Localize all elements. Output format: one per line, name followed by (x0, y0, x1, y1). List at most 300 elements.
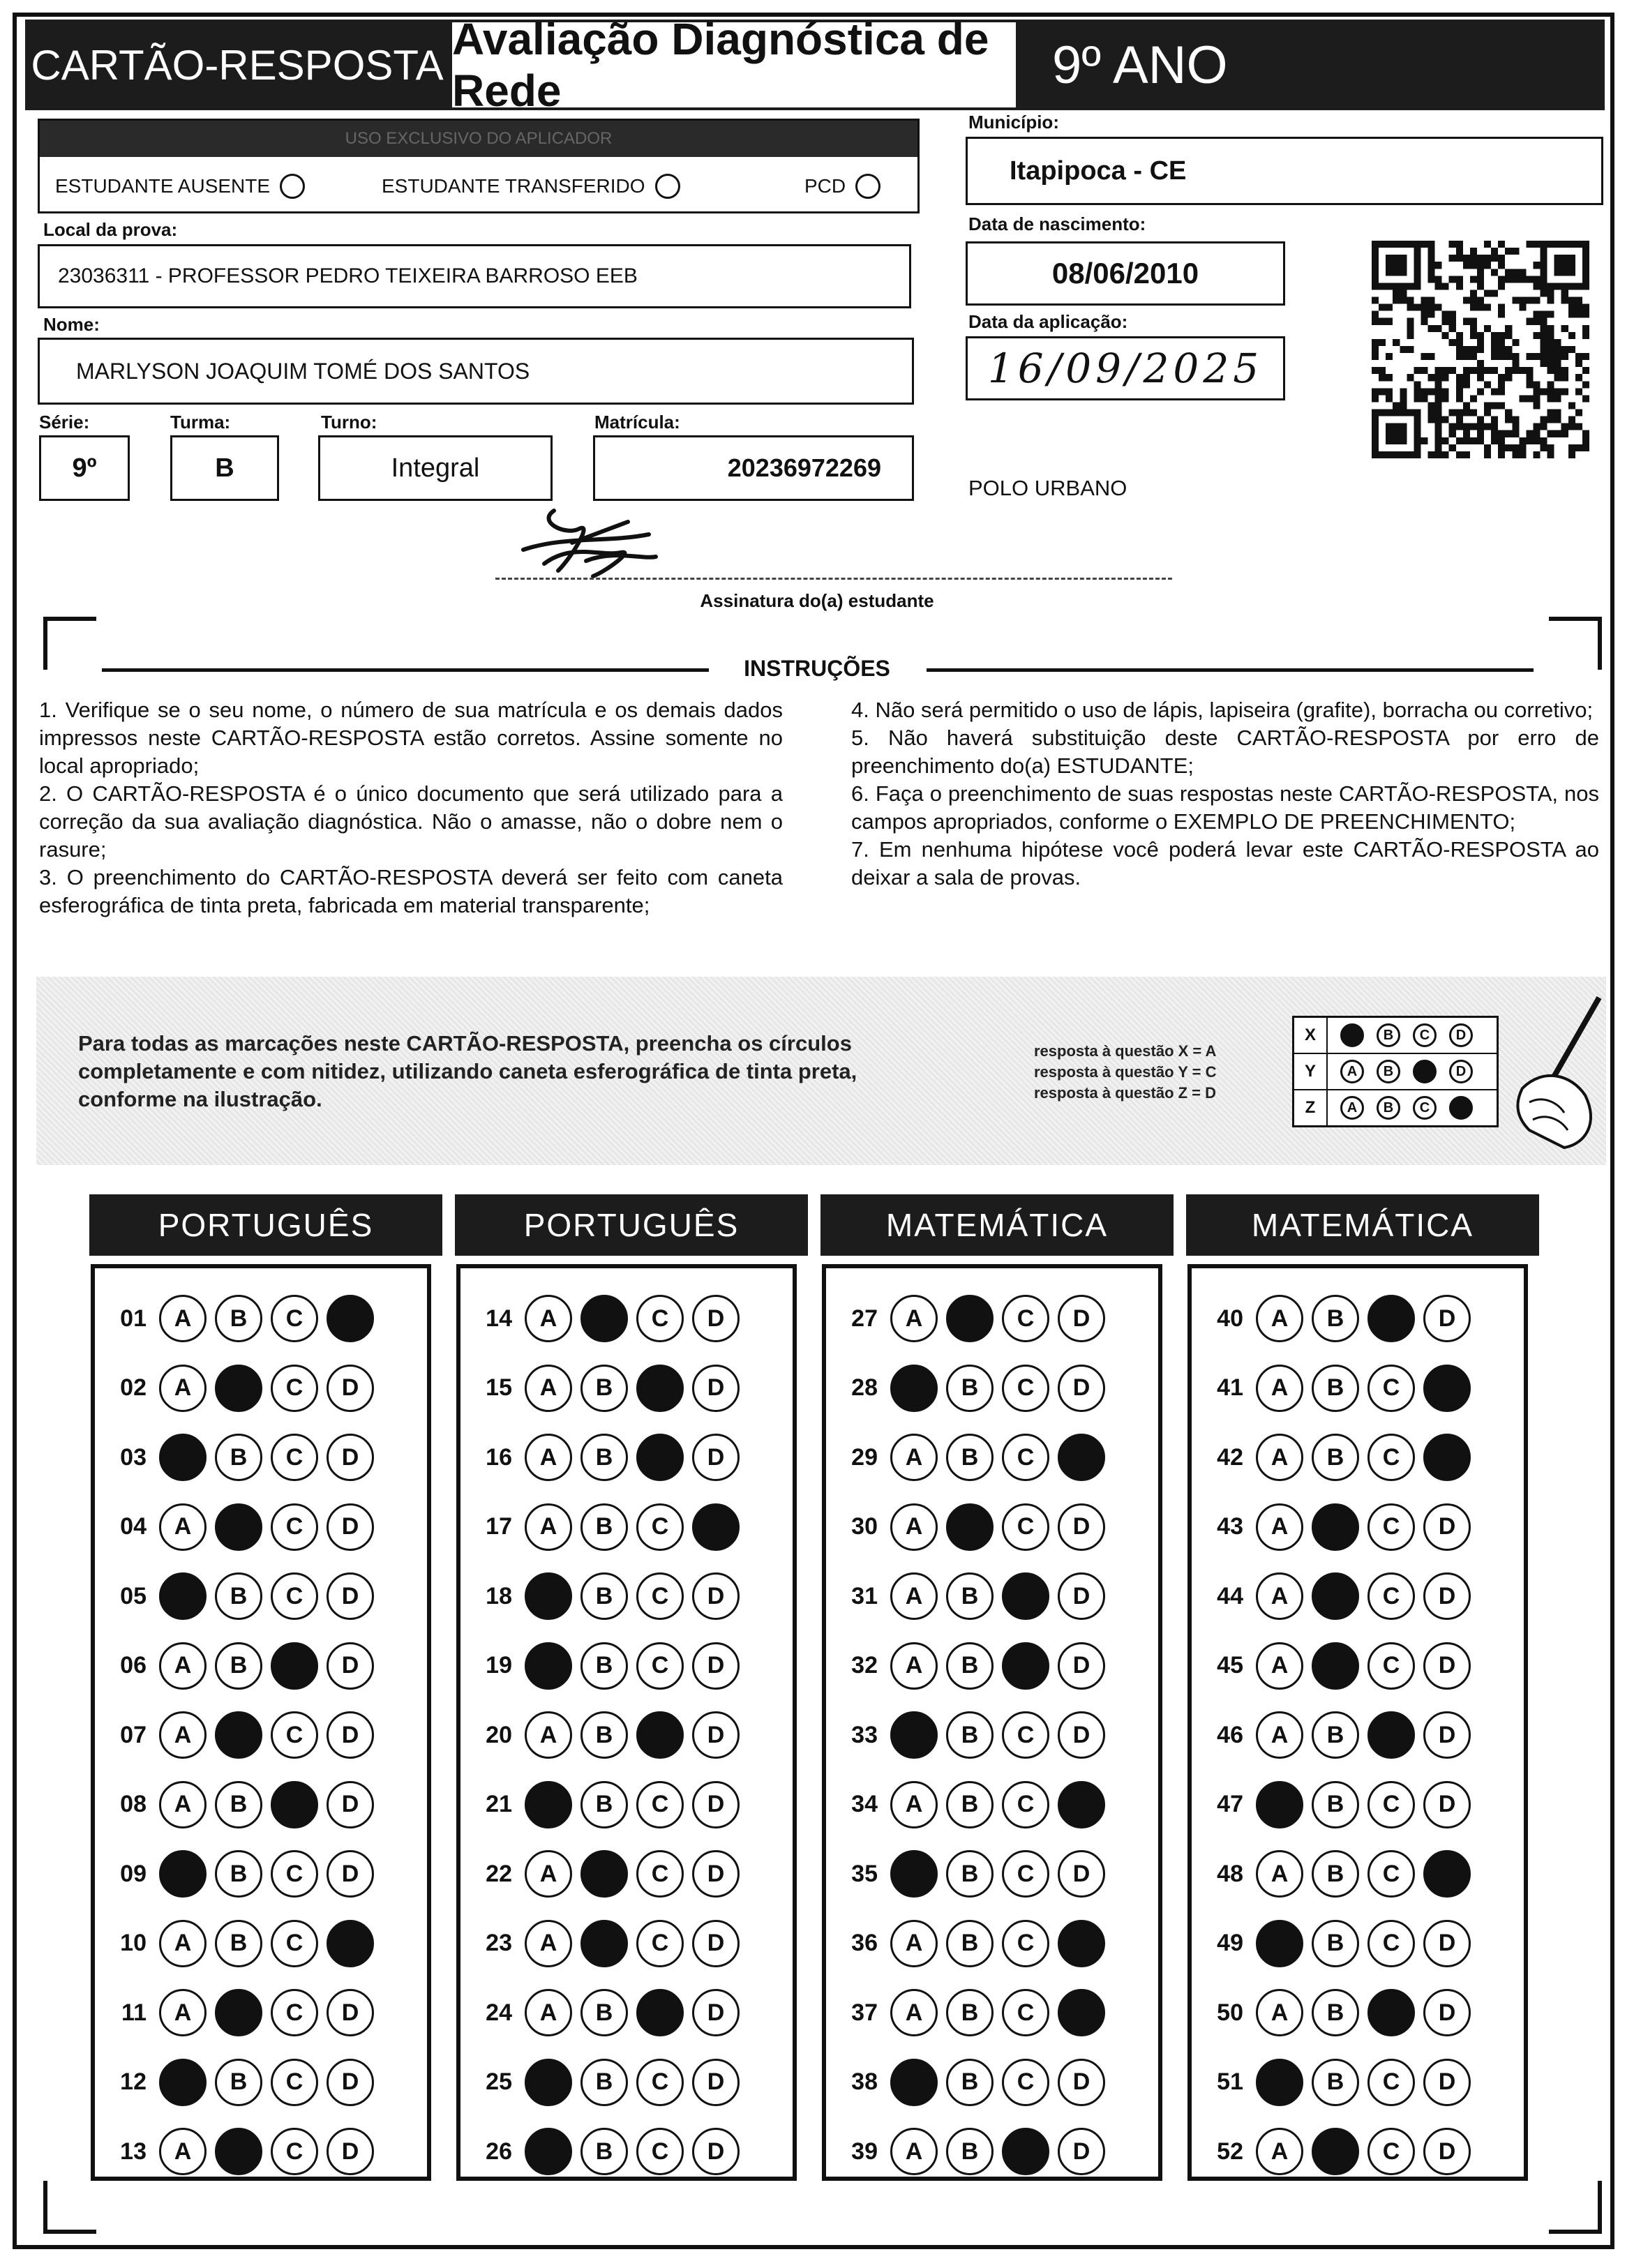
question-row (1192, 1291, 1524, 1346)
answer-bubble-d[interactable]: D (327, 1711, 374, 1759)
answer-bubble-a[interactable]: A (890, 2059, 938, 2106)
answer-bubble-c[interactable]: C (1367, 1434, 1415, 1481)
nascimento-field (966, 241, 1285, 306)
answer-bubble-a[interactable]: A (159, 1503, 207, 1551)
answer-bubble-b[interactable]: B (1312, 1711, 1359, 1759)
answer-bubble-c[interactable]: C (271, 2128, 318, 2175)
answer-bubble-c[interactable]: C (1367, 1989, 1415, 2036)
answer-bubble-a[interactable]: A (159, 1850, 207, 1898)
answer-bubble-d[interactable]: D (1058, 1295, 1105, 1342)
answer-bubble-a[interactable]: A (159, 1295, 207, 1342)
answer-bubble-b[interactable]: B (946, 1572, 994, 1620)
question-row (1192, 1916, 1524, 1972)
answer-bubble-c[interactable]: C (271, 1850, 318, 1898)
answer-bubble-a[interactable]: A (890, 1434, 938, 1481)
answer-bubble-d[interactable]: D (1423, 2059, 1471, 2106)
answer-bubble-b[interactable]: B (580, 1711, 628, 1759)
signature-line (495, 578, 1172, 580)
question-number: 36 (851, 1930, 878, 1956)
answer-bubble-d[interactable]: D (692, 1781, 740, 1828)
question-number: 10 (120, 1930, 147, 1956)
answer-bubble-b[interactable]: B (946, 1295, 994, 1342)
answer-bubble-c[interactable]: C (271, 1503, 318, 1551)
answer-bubble-a[interactable]: A (1256, 1989, 1303, 2036)
answer-column (456, 1264, 797, 2181)
answer-bubble-b[interactable]: B (1312, 1989, 1359, 2036)
answer-bubble-d[interactable]: D (1423, 1850, 1471, 1898)
answer-bubble-c[interactable]: C (271, 1781, 318, 1828)
answer-bubble-d[interactable]: D (1423, 1503, 1471, 1551)
turma-field (170, 435, 279, 501)
answer-bubble-a[interactable]: A (159, 1642, 207, 1690)
transferred-option[interactable] (382, 174, 680, 199)
answer-bubble-b[interactable]: B (946, 1434, 994, 1481)
student-signature (481, 494, 677, 592)
answer-bubble-a[interactable]: A (159, 1572, 207, 1620)
answer-bubble-b[interactable]: B (946, 1920, 994, 1967)
answer-bubble-c[interactable]: C (1002, 1920, 1049, 1967)
question-row (460, 1499, 793, 1555)
absent-checkbox[interactable] (280, 174, 305, 199)
subject-header: MATEMÁTICA (820, 1194, 1174, 1256)
answer-bubble-d[interactable]: D (1058, 1920, 1105, 1967)
answer-bubble-a[interactable]: A (890, 1365, 938, 1412)
answer-bubble-d[interactable]: D (692, 1850, 740, 1898)
instruction-item: 6. Faça o preenchimento de suas respostas neste CARTÃO-RESPOSTA, nos campos apropriados, conforme o EXEMPLO DE PREENCHIMENTO; (851, 781, 1599, 834)
question-row (95, 1985, 427, 2041)
name-label: Nome: (43, 314, 100, 335)
answer-bubble-c[interactable]: C (1002, 2059, 1049, 2106)
answer-bubble-c[interactable]: C (636, 1711, 684, 1759)
answer-bubble-a[interactable]: A (525, 1989, 572, 2036)
answer-bubble-a[interactable]: A (890, 1642, 938, 1690)
question-row (95, 1360, 427, 1416)
answer-bubble-a[interactable]: A (525, 1365, 572, 1412)
answer-bubble-a[interactable]: A (1256, 1503, 1303, 1551)
answer-bubble-b[interactable]: B (946, 1642, 994, 1690)
question-number: 28 (851, 1374, 878, 1401)
question-number: 40 (1217, 1305, 1243, 1332)
example-grid (1292, 1016, 1499, 1127)
answer-bubble-a[interactable]: A (159, 1920, 207, 1967)
answer-bubble-d[interactable]: D (1058, 1434, 1105, 1481)
answer-bubble-c[interactable]: C (1367, 1642, 1415, 1690)
answer-bubble-a[interactable]: A (1256, 1642, 1303, 1690)
answer-bubble-b[interactable]: B (946, 2128, 994, 2175)
answer-bubble-c[interactable]: C (636, 1295, 684, 1342)
answer-bubble-b[interactable]: B (215, 1781, 262, 1828)
answer-bubble-d[interactable]: D (1058, 1781, 1105, 1828)
example-bubble: B (1377, 1023, 1400, 1047)
answer-bubble-c[interactable]: C (636, 1434, 684, 1481)
answer-bubble-a[interactable]: A (525, 1711, 572, 1759)
answer-bubble-d[interactable]: D (327, 1642, 374, 1690)
example-row-label: Y (1294, 1054, 1328, 1089)
answer-bubble-b[interactable]: B (1312, 2059, 1359, 2106)
answer-bubble-a[interactable]: A (525, 1295, 572, 1342)
turma-value: B (215, 453, 234, 483)
instruction-item: 7. Em nenhuma hipótese você poderá levar este CARTÃO-RESPOSTA ao deixar a sala de provas. (851, 837, 1599, 889)
answer-bubble-b[interactable]: B (1312, 1434, 1359, 1481)
answer-bubble-d[interactable]: D (327, 1503, 374, 1551)
answer-bubble-d[interactable]: D (1423, 1711, 1471, 1759)
answer-bubble-d[interactable]: D (1423, 1572, 1471, 1620)
answer-bubble-d[interactable]: D (327, 2128, 374, 2175)
answer-bubble-a[interactable]: A (1256, 1711, 1303, 1759)
answer-bubble-c[interactable]: C (1002, 2128, 1049, 2175)
answer-bubble-b[interactable]: B (215, 1503, 262, 1551)
answer-bubble-a[interactable]: A (890, 1572, 938, 1620)
answer-bubble-b[interactable]: B (1312, 1920, 1359, 1967)
answer-bubble-b[interactable]: B (1312, 1503, 1359, 1551)
question-number: 43 (1217, 1513, 1243, 1540)
question-number: 20 (486, 1721, 512, 1748)
answer-bubble-c[interactable]: C (636, 1365, 684, 1412)
answer-bubble-c[interactable]: C (636, 1572, 684, 1620)
answer-bubble-c[interactable]: C (1367, 2128, 1415, 2175)
answer-bubble-b[interactable]: B (1312, 1572, 1359, 1620)
answer-bubble-d[interactable]: D (692, 1572, 740, 1620)
answer-bubble-d[interactable]: D (1423, 1434, 1471, 1481)
question-number: 50 (1217, 1999, 1243, 2026)
answer-bubble-a[interactable]: A (1256, 1365, 1303, 1412)
answer-bubble-c[interactable]: C (636, 1850, 684, 1898)
answer-bubble-a[interactable]: A (1256, 2059, 1303, 2106)
answer-bubble-c[interactable]: C (1002, 1711, 1049, 1759)
answer-bubble-c[interactable]: C (1367, 1711, 1415, 1759)
question-number: 15 (486, 1374, 512, 1401)
question-row (95, 1429, 427, 1485)
question-number: 46 (1217, 1721, 1243, 1748)
answer-bubble-c[interactable]: C (1002, 1295, 1049, 1342)
answer-bubble-d[interactable]: D (692, 1989, 740, 2036)
answer-bubble-d[interactable]: D (1058, 2059, 1105, 2106)
answer-bubble-b[interactable]: B (946, 2059, 994, 2106)
answer-bubble-d[interactable]: D (1423, 2128, 1471, 2175)
question-row (826, 1568, 1158, 1624)
answer-bubble-b[interactable]: B (946, 1503, 994, 1551)
answer-bubble-c[interactable]: C (271, 1295, 318, 1342)
answer-bubble-d[interactable]: D (692, 1711, 740, 1759)
answer-bubble-a[interactable]: A (525, 1920, 572, 1967)
answer-bubble-c[interactable]: C (1002, 1503, 1049, 1551)
answer-bubble-b[interactable]: B (580, 2128, 628, 2175)
answer-bubble-b[interactable]: B (1312, 1781, 1359, 1828)
answer-bubble-c[interactable]: C (636, 2059, 684, 2106)
answer-bubble-a[interactable]: A (1256, 1781, 1303, 1828)
question-row (1192, 1499, 1524, 1555)
answer-bubble-d[interactable]: D (1423, 1365, 1471, 1412)
instructions-right (851, 696, 1599, 892)
card-title: CARTÃO-RESPOSTA (25, 20, 449, 110)
answer-bubble-d[interactable]: D (1058, 1989, 1105, 2036)
answer-bubble-d[interactable]: D (327, 2059, 374, 2106)
answer-bubble-d[interactable]: D (1058, 1365, 1105, 1412)
answer-bubble-a[interactable]: A (159, 2059, 207, 2106)
answer-bubble-a[interactable]: A (1256, 1920, 1303, 1967)
answer-bubble-d[interactable]: D (327, 1295, 374, 1342)
answer-bubble-d[interactable]: D (1058, 1711, 1105, 1759)
answer-bubble-b[interactable]: B (580, 1434, 628, 1481)
question-row (95, 2055, 427, 2110)
instruction-item: 4. Não será permitido o uso de lápis, lapiseira (grafite), borracha ou corretivo; (851, 698, 1594, 722)
answer-bubble-b[interactable]: B (580, 2059, 628, 2106)
answer-bubble-a[interactable]: A (890, 1989, 938, 2036)
corner-mark (1549, 2181, 1602, 2234)
answer-bubble-b[interactable]: B (580, 1850, 628, 1898)
answer-bubble-a[interactable]: A (525, 1434, 572, 1481)
answer-bubble-b[interactable]: B (215, 2059, 262, 2106)
answer-bubble-a[interactable]: A (159, 1711, 207, 1759)
answer-bubble-a[interactable]: A (1256, 1850, 1303, 1898)
answer-bubble-d[interactable]: D (692, 2059, 740, 2106)
answer-bubble-b[interactable]: B (946, 1711, 994, 1759)
answer-bubble-c[interactable]: C (1367, 1572, 1415, 1620)
question-row (460, 1777, 793, 1833)
answer-bubble-d[interactable]: D (1058, 1850, 1105, 1898)
instruction-item: 3. O preenchimento do CARTÃO-RESPOSTA deverá ser feito com caneta esferográfica de tinta preta, fabricada em material transparente; (39, 865, 783, 917)
answer-bubble-b[interactable]: B (1312, 1295, 1359, 1342)
question-number: 25 (486, 2068, 512, 2095)
answer-bubble-c[interactable]: C (271, 1572, 318, 1620)
aplicacao-label: Data da aplicação: (968, 311, 1128, 332)
answer-bubble-b[interactable]: B (1312, 1642, 1359, 1690)
answer-bubble-d[interactable]: D (1058, 1642, 1105, 1690)
pcd-checkbox[interactable] (855, 174, 880, 199)
answer-bubble-c[interactable]: C (1367, 1920, 1415, 1967)
answer-bubble-b[interactable]: B (215, 1434, 262, 1481)
answer-bubble-a[interactable]: A (1256, 1572, 1303, 1620)
answer-bubble-c[interactable]: C (636, 1989, 684, 2036)
answer-bubble-b[interactable]: B (215, 1295, 262, 1342)
answer-bubble-c[interactable]: C (271, 1365, 318, 1412)
answer-bubble-d[interactable]: D (327, 1920, 374, 1967)
answer-bubble-c[interactable]: C (1367, 1295, 1415, 1342)
answer-bubble-c[interactable]: C (636, 1642, 684, 1690)
question-row (1192, 1846, 1524, 1902)
answer-bubble-a[interactable]: A (890, 1503, 938, 1551)
question-number: 32 (851, 1652, 878, 1679)
answer-bubble-b[interactable]: B (215, 1989, 262, 2036)
answer-bubble-d[interactable]: D (1058, 1503, 1105, 1551)
transferred-checkbox[interactable] (655, 174, 680, 199)
answer-bubble-a[interactable]: A (890, 2128, 938, 2175)
answer-bubble-a[interactable]: A (525, 2059, 572, 2106)
answer-bubble-d[interactable]: D (692, 1503, 740, 1551)
example-row-label: X (1294, 1018, 1328, 1053)
question-number: 16 (486, 1443, 512, 1471)
answer-bubble-c[interactable]: C (1367, 1850, 1415, 1898)
question-row (460, 1985, 793, 2041)
answer-bubble-b[interactable]: B (1312, 2128, 1359, 2175)
question-number: 47 (1217, 1791, 1243, 1817)
answer-bubble-a[interactable]: A (525, 1572, 572, 1620)
answer-bubble-a[interactable]: A (890, 1920, 938, 1967)
question-number: 04 (120, 1513, 147, 1540)
question-row (1192, 2124, 1524, 2179)
answer-bubble-b[interactable]: B (215, 2128, 262, 2175)
question-number: 38 (851, 2068, 878, 2095)
answer-bubble-c[interactable]: C (1367, 1365, 1415, 1412)
answer-bubble-c[interactable]: C (271, 2059, 318, 2106)
answer-bubble-c[interactable]: C (636, 1920, 684, 1967)
answer-bubble-a[interactable]: A (890, 1711, 938, 1759)
answer-bubble-b[interactable]: B (580, 1572, 628, 1620)
question-row (460, 1568, 793, 1624)
question-row (95, 2124, 427, 2179)
nascimento-label: Data de nascimento: (968, 213, 1146, 234)
example-row (1294, 1090, 1497, 1125)
answer-bubble-b[interactable]: B (946, 1989, 994, 2036)
answer-bubble-c[interactable]: C (1367, 2059, 1415, 2106)
question-row (460, 1360, 793, 1416)
absent-option[interactable] (55, 174, 305, 199)
answer-bubble-c[interactable]: C (636, 1781, 684, 1828)
question-row (1192, 1777, 1524, 1833)
answer-bubble-c[interactable]: C (1002, 1642, 1049, 1690)
question-number: 23 (486, 1930, 512, 1956)
answer-column (91, 1264, 431, 2181)
answer-bubble-d[interactable]: D (692, 1642, 740, 1690)
answer-bubble-c[interactable]: C (271, 1989, 318, 2036)
answer-bubble-a[interactable]: A (1256, 1434, 1303, 1481)
question-row (826, 1360, 1158, 1416)
answer-bubble-d[interactable]: D (327, 1572, 374, 1620)
matricula-field (593, 435, 914, 501)
answer-bubble-b[interactable]: B (215, 1850, 262, 1898)
answer-bubble-b[interactable]: B (215, 1365, 262, 1412)
answer-bubble-b[interactable]: B (215, 1642, 262, 1690)
answer-bubble-a[interactable]: A (525, 1781, 572, 1828)
example-row (1294, 1054, 1497, 1090)
question-row (1192, 1568, 1524, 1624)
question-row (826, 1985, 1158, 2041)
answer-bubble-d[interactable]: D (692, 1434, 740, 1481)
applicator-box (38, 119, 920, 213)
answer-bubble-c[interactable]: C (1367, 1503, 1415, 1551)
answer-bubble-a[interactable]: A (159, 1781, 207, 1828)
example-bubble: B (1377, 1060, 1400, 1083)
answer-bubble-d[interactable]: D (1058, 2128, 1105, 2175)
question-row (460, 2124, 793, 2179)
answer-bubble-b[interactable]: B (946, 1850, 994, 1898)
answer-bubble-b[interactable]: B (215, 1711, 262, 1759)
answer-bubble-a[interactable]: A (159, 1365, 207, 1412)
question-number: 42 (1217, 1443, 1243, 1471)
answer-bubble-d[interactable]: D (692, 1920, 740, 1967)
answer-bubble-c[interactable]: C (271, 1642, 318, 1690)
answer-bubble-b[interactable]: B (580, 1920, 628, 1967)
answer-bubble-b[interactable]: B (580, 1295, 628, 1342)
question-row (826, 1291, 1158, 1346)
answer-bubble-a[interactable]: A (159, 1989, 207, 2036)
answer-bubble-c[interactable]: C (271, 1711, 318, 1759)
question-number: 11 (121, 1999, 147, 2026)
answer-bubble-d[interactable]: D (1423, 1920, 1471, 1967)
answer-bubble-c[interactable]: C (1002, 1850, 1049, 1898)
question-row (826, 1777, 1158, 1833)
applicator-bar: USO EXCLUSIVO DO APLICADOR (40, 121, 917, 157)
answer-bubble-d[interactable]: D (1423, 1989, 1471, 2036)
question-number: 26 (486, 2138, 512, 2165)
answer-bubble-a[interactable]: A (890, 1781, 938, 1828)
answer-bubble-c[interactable]: C (1002, 1989, 1049, 2036)
answer-bubble-a[interactable]: A (525, 1642, 572, 1690)
answer-bubble-a[interactable]: A (525, 1503, 572, 1551)
answer-bubble-c[interactable]: C (636, 1503, 684, 1551)
answer-bubble-b[interactable]: B (580, 1642, 628, 1690)
answer-bubble-a[interactable]: A (1256, 2128, 1303, 2175)
answer-bubble-c[interactable]: C (1367, 1781, 1415, 1828)
qr-code (1372, 237, 1589, 462)
answer-bubble-b[interactable]: B (1312, 1365, 1359, 1412)
answer-bubble-a[interactable]: A (159, 1434, 207, 1481)
answer-bubble-c[interactable]: C (1002, 1365, 1049, 1412)
answer-bubble-c[interactable]: C (1002, 1434, 1049, 1481)
instruction-item: 1. Verifique se o seu nome, o número de sua matrícula e os demais dados impressos neste CARTÃO-RESPOSTA estão corretos. Assine somente no local apropriado; (39, 698, 783, 778)
question-number: 12 (120, 2068, 147, 2095)
question-number: 21 (486, 1791, 512, 1817)
answer-bubble-a[interactable]: A (525, 2128, 572, 2175)
answer-bubble-b[interactable]: B (215, 1920, 262, 1967)
answer-bubble-b[interactable]: B (946, 1781, 994, 1828)
answer-bubble-c[interactable]: C (1002, 1572, 1049, 1620)
answer-bubble-a[interactable]: A (1256, 1295, 1303, 1342)
answer-bubble-b[interactable]: B (580, 1503, 628, 1551)
answer-bubble-a[interactable]: A (890, 1850, 938, 1898)
answer-bubble-d[interactable]: D (327, 1850, 374, 1898)
answer-bubble-b[interactable]: B (580, 1365, 628, 1412)
answer-bubble-a[interactable]: A (159, 2128, 207, 2175)
question-number: 51 (1217, 2068, 1243, 2095)
answer-bubble-b[interactable]: B (215, 1572, 262, 1620)
question-row (1192, 1707, 1524, 1763)
question-number: 34 (851, 1791, 878, 1817)
answer-bubble-d[interactable]: D (1423, 1642, 1471, 1690)
answer-bubble-a[interactable]: A (525, 1850, 572, 1898)
question-row (1192, 2055, 1524, 2110)
pcd-option[interactable] (804, 174, 880, 199)
example-bubble: B (1377, 1096, 1400, 1120)
question-number: 33 (851, 1721, 878, 1748)
answer-bubble-d[interactable]: D (1423, 1295, 1471, 1342)
answer-bubble-d[interactable]: D (327, 1781, 374, 1828)
answer-bubble-d[interactable]: D (692, 2128, 740, 2175)
answer-bubble-d[interactable]: D (1058, 1572, 1105, 1620)
answer-bubble-d[interactable]: D (327, 1365, 374, 1412)
answer-bubble-c[interactable]: C (636, 2128, 684, 2175)
answer-bubble-b[interactable]: B (580, 1989, 628, 2036)
answer-bubble-d[interactable]: D (1423, 1781, 1471, 1828)
answer-bubble-d[interactable]: D (692, 1295, 740, 1342)
grade-title: 9º ANO (1019, 20, 1605, 110)
answer-bubble-c[interactable]: C (271, 1920, 318, 1967)
answer-bubble-a[interactable]: A (890, 1295, 938, 1342)
answer-bubble-c[interactable]: C (271, 1434, 318, 1481)
answer-bubble-d[interactable]: D (327, 1989, 374, 2036)
answer-bubble-d[interactable]: D (327, 1434, 374, 1481)
answer-bubble-d[interactable]: D (692, 1365, 740, 1412)
answer-bubble-b[interactable]: B (1312, 1850, 1359, 1898)
answer-bubble-b[interactable]: B (580, 1781, 628, 1828)
question-number: 27 (851, 1305, 878, 1332)
answer-bubble-c[interactable]: C (1002, 1781, 1049, 1828)
answer-bubble-b[interactable]: B (946, 1365, 994, 1412)
question-number: 35 (851, 1860, 878, 1887)
polo-label: POLO URBANO (968, 476, 1127, 500)
question-row (460, 2055, 793, 2110)
question-row (1192, 1985, 1524, 2041)
